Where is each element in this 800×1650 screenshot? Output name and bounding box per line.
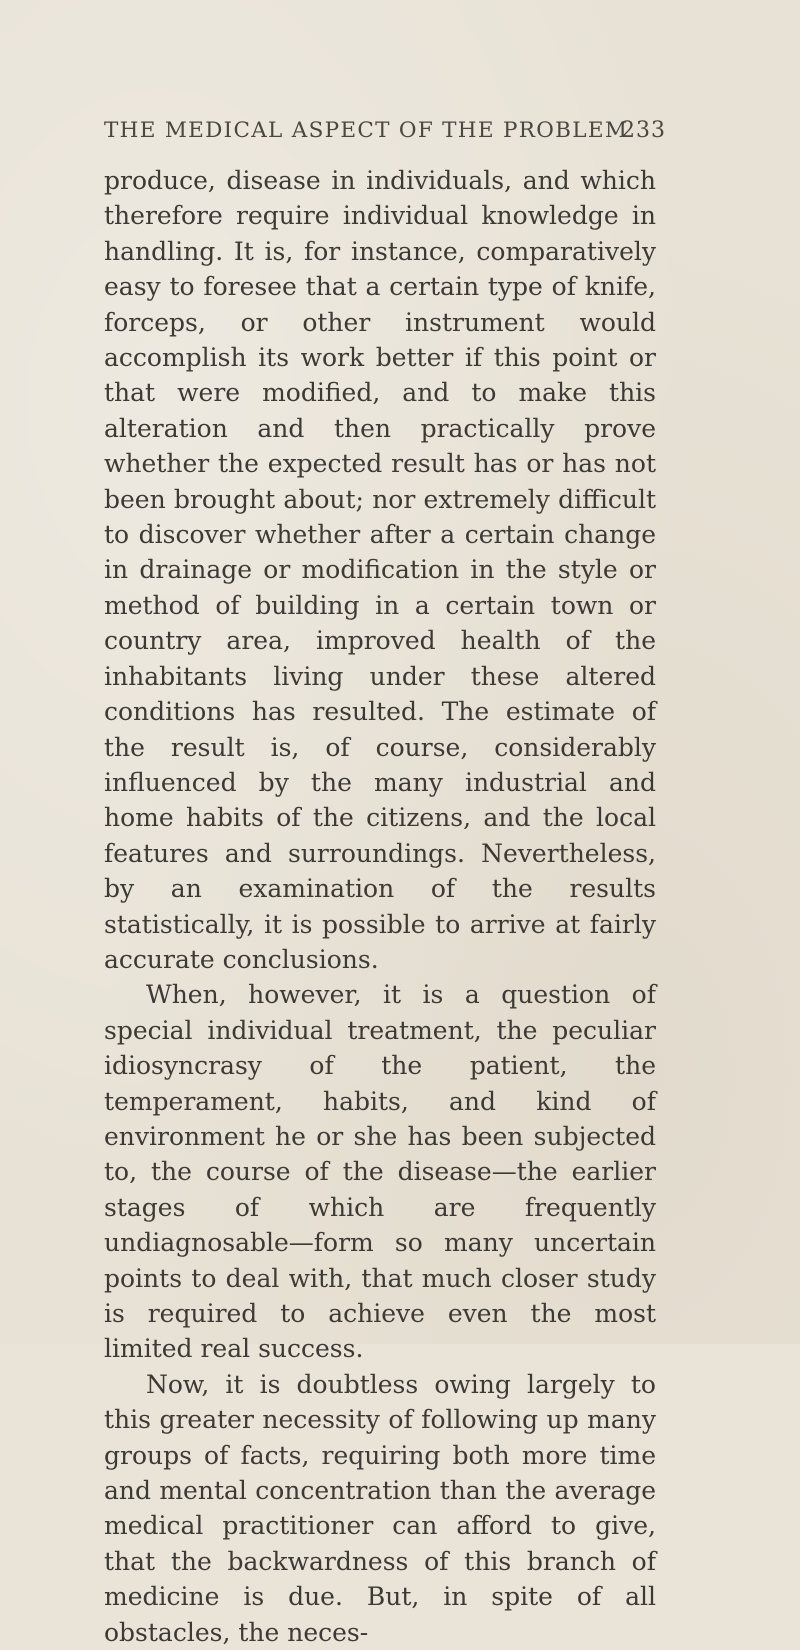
paragraph-2: When, however, it is a question of special individual treatment, the peculiar idiosyncrasy of the patient, the temperament, habits, and kind of environment he or she has been subjected to, the course of the disease—the earlier stages of which are frequently undiagnosable—form so many uncertain points to deal with, that much closer study is required to achieve even the most limited real success. — [104, 980, 656, 1364]
running-title: THE MEDICAL ASPECT OF THE PROBLEM — [104, 118, 629, 143]
running-head — [104, 118, 666, 143]
paragraph-1: produce, disease in individuals, and which therefore require individual knowledge in handling. It is, for instance, comparatively easy to foresee that a certain type of knife, forceps, or other instrument would accomplish its work better if this point or that were modified, and to make this alteration and then practically prove whether the expected result has or has not been brought about; nor extremely difficult to discover whether after a certain change in drainage or modification in the style or method of building in a certain town or country area, improved health of the inhabitants living under these altered conditions has resulted. The estimate of the result is, of course, considerably influenced by the many industrial and home habits of the citizens, and the local features and surroundings. Nevertheless, by an examination of the results statistically, it is possible to arrive at fairly accurate conclusions. — [104, 166, 656, 974]
paragraph-3: Now, it is doubtless owing largely to this greater necessity of following up many groups of facts, requiring both more time and mental concentration than the average medical practitioner can afford to give, that the backwardness of this branch of medicine is due. But, in spite of all obstacles, the neces- — [104, 1369, 656, 1647]
body-text — [104, 163, 656, 1650]
page-number: 233 — [621, 118, 666, 143]
